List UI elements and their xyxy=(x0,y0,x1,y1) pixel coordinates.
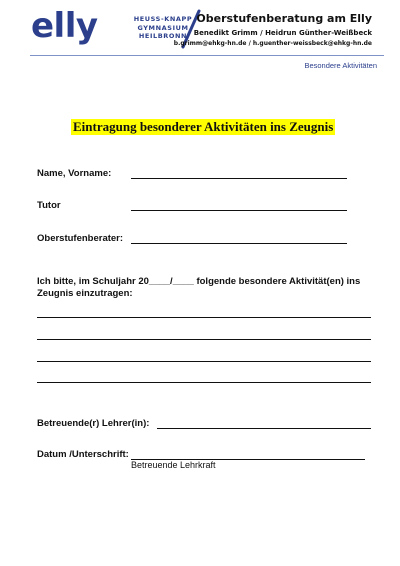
date-signature-label: Datum /Unterschrift: xyxy=(37,449,129,460)
document-title: Eintragung besonderer Aktivitäten ins Zeugnis xyxy=(73,119,334,134)
logo xyxy=(31,6,98,46)
name-label: Name, Vorname: xyxy=(37,168,112,179)
school-name-line-2: GYMNASIUM xyxy=(137,23,189,32)
name-input-line[interactable] xyxy=(131,178,347,179)
tutor-input-line[interactable] xyxy=(131,210,347,211)
request-paragraph: Ich bitte, im Schuljahr 20____/____ folgende besondere Aktivität(en) ins Zeugnis einzutragen: xyxy=(37,276,361,299)
teacher-input-line[interactable] xyxy=(157,428,371,429)
activity-line-3[interactable] xyxy=(37,361,371,362)
header-emails: b.grimm@ehkg-hn.de / h.guenther-weissbeck@ehkg-hn.de xyxy=(173,40,372,47)
teacher-label: Betreuende(r) Lehrer(in): xyxy=(37,418,150,429)
school-name-line-3: HEILBRONN xyxy=(138,32,188,40)
header-names: Benedikt Grimm / Heidrun Günther-Weißbeck xyxy=(193,29,372,37)
header-title: Oberstufenberatung am Elly xyxy=(196,12,372,25)
signature-caption: Betreuende Lehrkraft xyxy=(131,460,216,470)
activity-line-2[interactable] xyxy=(37,339,371,340)
header-divider xyxy=(30,55,384,56)
advisor-input-line[interactable] xyxy=(131,243,347,244)
section-tag: Besondere Aktivitäten xyxy=(304,61,377,70)
advisor-label: Oberstufenberater: xyxy=(37,233,124,244)
activity-line-1[interactable] xyxy=(37,317,371,318)
tutor-label: Tutor xyxy=(37,200,61,211)
school-name-line-1: HEUSS-KNAPP xyxy=(133,15,193,23)
activity-line-4[interactable] xyxy=(37,382,371,383)
logo-text: elly xyxy=(31,6,98,46)
header-contact xyxy=(174,12,372,48)
